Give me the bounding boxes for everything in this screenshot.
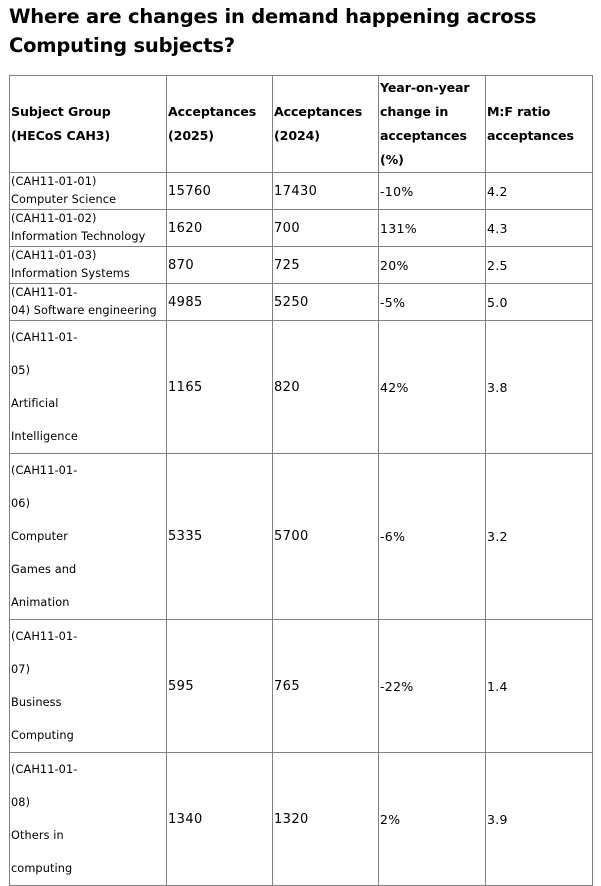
table-row — [10, 284, 593, 321]
subject-name: Artificial Intelligence — [11, 397, 78, 443]
acceptances-2024-cell: 5250 — [273, 284, 379, 321]
table-row — [10, 210, 593, 247]
mf-ratio-cell: 3.8 — [486, 321, 593, 454]
subject-cell — [10, 284, 167, 321]
subject-cell — [10, 454, 167, 620]
mf-ratio-cell: 3.9 — [486, 753, 593, 886]
subject-code: (CAH11-01-05) — [11, 331, 78, 377]
subject-code: (CAH11-01- — [11, 286, 78, 299]
header-acceptances-2025: Acceptances (2025) — [167, 76, 273, 173]
subject-name: 04) Software engineering — [11, 304, 157, 317]
subject-code: (CAH11-01-01) — [11, 175, 97, 188]
acceptances-2024-cell: 5700 — [273, 454, 379, 620]
acceptances-2024-cell: 700 — [273, 210, 379, 247]
acceptances-2024-cell: 17430 — [273, 173, 379, 210]
page-title: Where are changes in demand happening across Computing subjects? — [9, 5, 537, 57]
table-row — [10, 454, 593, 620]
mf-ratio-cell: 1.4 — [486, 620, 593, 753]
header-yoy-change: Year-on-year change in acceptances (%) — [379, 76, 486, 173]
acceptances-2024-cell: 1320 — [273, 753, 379, 886]
table-row — [10, 247, 593, 284]
yoy-change-cell: 42% — [379, 321, 486, 454]
subject-code: (CAH11-01-03) — [11, 249, 97, 262]
acceptances-2025-cell: 1620 — [167, 210, 273, 247]
acceptances-2025-cell: 15760 — [167, 173, 273, 210]
subject-code: (CAH11-01-07) — [11, 630, 78, 676]
subject-name: Business Computing — [11, 696, 74, 742]
yoy-change-cell: -10% — [379, 173, 486, 210]
subject-name: Information Systems — [11, 267, 130, 280]
subject-cell — [10, 247, 167, 284]
subject-cell — [10, 173, 167, 210]
header-mf-ratio: M:F ratio acceptances — [486, 76, 593, 173]
subject-code: (CAH11-01-02) — [11, 212, 97, 225]
mf-ratio-cell: 2.5 — [486, 247, 593, 284]
subject-name: Computer Science — [11, 193, 117, 206]
yoy-change-cell: -6% — [379, 454, 486, 620]
header-acceptances-2024: Acceptances (2024) — [273, 76, 379, 173]
table-row — [10, 620, 593, 753]
yoy-change-cell: 20% — [379, 247, 486, 284]
subject-cell — [10, 321, 167, 454]
acceptances-2025-cell: 595 — [167, 620, 273, 753]
acceptances-2025-cell: 870 — [167, 247, 273, 284]
acceptances-2024-cell: 765 — [273, 620, 379, 753]
acceptances-2024-cell: 820 — [273, 321, 379, 454]
subject-code: (CAH11-01-08) — [11, 763, 78, 809]
mf-ratio-cell: 4.2 — [486, 173, 593, 210]
acceptances-2025-cell: 1340 — [167, 753, 273, 886]
table-row — [10, 321, 593, 454]
yoy-change-cell: 131% — [379, 210, 486, 247]
yoy-change-cell: -22% — [379, 620, 486, 753]
mf-ratio-cell: 5.0 — [486, 284, 593, 321]
yoy-change-cell: 2% — [379, 753, 486, 886]
table-row — [10, 173, 593, 210]
acceptances-2025-cell: 4985 — [167, 284, 273, 321]
subject-cell — [10, 753, 167, 886]
subject-name: Information Technology — [11, 230, 146, 243]
mf-ratio-cell: 4.3 — [486, 210, 593, 247]
yoy-change-cell: -5% — [379, 284, 486, 321]
subject-name: Others in computing — [11, 829, 73, 875]
acceptances-2025-cell: 5335 — [167, 454, 273, 620]
table-row — [10, 753, 593, 886]
subject-cell — [10, 210, 167, 247]
mf-ratio-cell: 3.2 — [486, 454, 593, 620]
subject-cell — [10, 620, 167, 753]
computing-acceptances-table — [9, 75, 593, 886]
subject-name: Computer Games and Animation — [11, 530, 77, 609]
acceptances-2024-cell: 725 — [273, 247, 379, 284]
acceptances-2025-cell: 1165 — [167, 321, 273, 454]
subject-code: (CAH11-01-06) — [11, 464, 78, 510]
header-subject-group: Subject Group (HECoS CAH3) — [10, 76, 167, 173]
table-header-row — [10, 76, 593, 173]
